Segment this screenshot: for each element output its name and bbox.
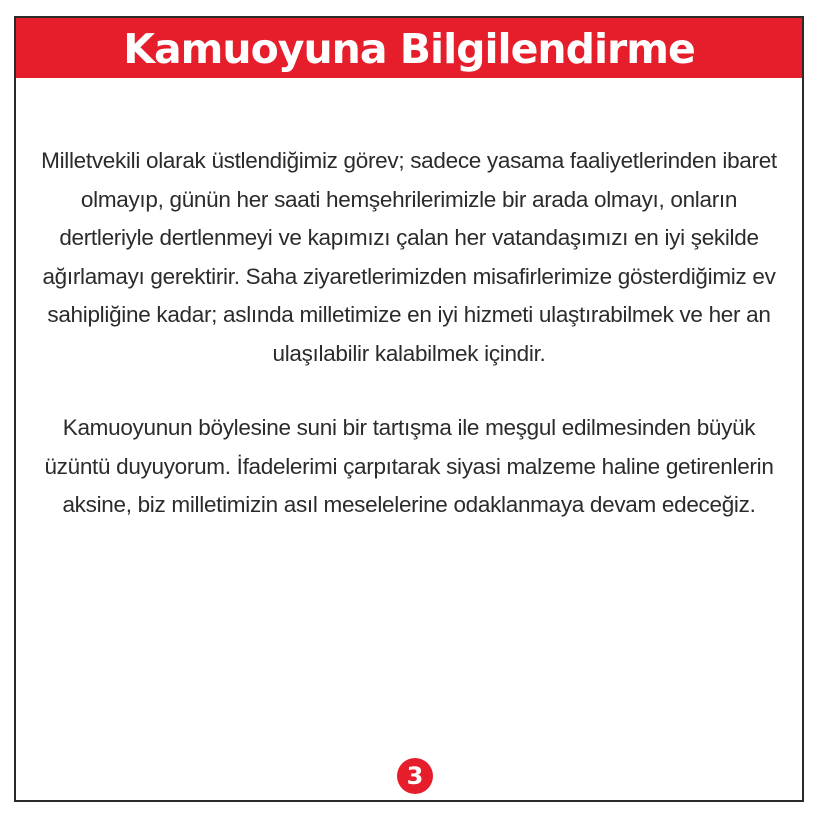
page-number: 3 (406, 762, 424, 790)
header-banner (16, 18, 802, 78)
paragraph-1: Milletvekili olarak üstlendiğimiz görev; sadece yasama faaliyetlerinden ibaret olmayıp, günün her saati hemşehrilerimizle bir arada olmayı, onların dertleriyle dertlenmeyi ve kapımızı çalan her vatandaşımızı en iyi şekilde ağırlamayı gerektirir. Saha ziyaretlerimizden misafirlerimize gösterdiğimiz ev sahipliğine kadar; aslında milletimize en iyi hizmeti ulaştırabilmek ve her an ulaşılabilir kalabilmek içindir. (41, 148, 777, 366)
page-title: Kamuoyuna Bilgilendirme (123, 24, 695, 73)
statement-body (34, 142, 784, 525)
page-number-badge (397, 758, 433, 794)
paragraph-2: Kamuoyunun böylesine suni bir tartışma ile meşgul edilmesinden büyük üzüntü duyuyorum. İfadelerimi çarpıtarak siyasi malzeme haline getirenlerin aksine, biz milletimizin asıl meselelerine odaklanmaya devam edeceğiz. (44, 415, 774, 517)
statement-card (14, 16, 804, 802)
